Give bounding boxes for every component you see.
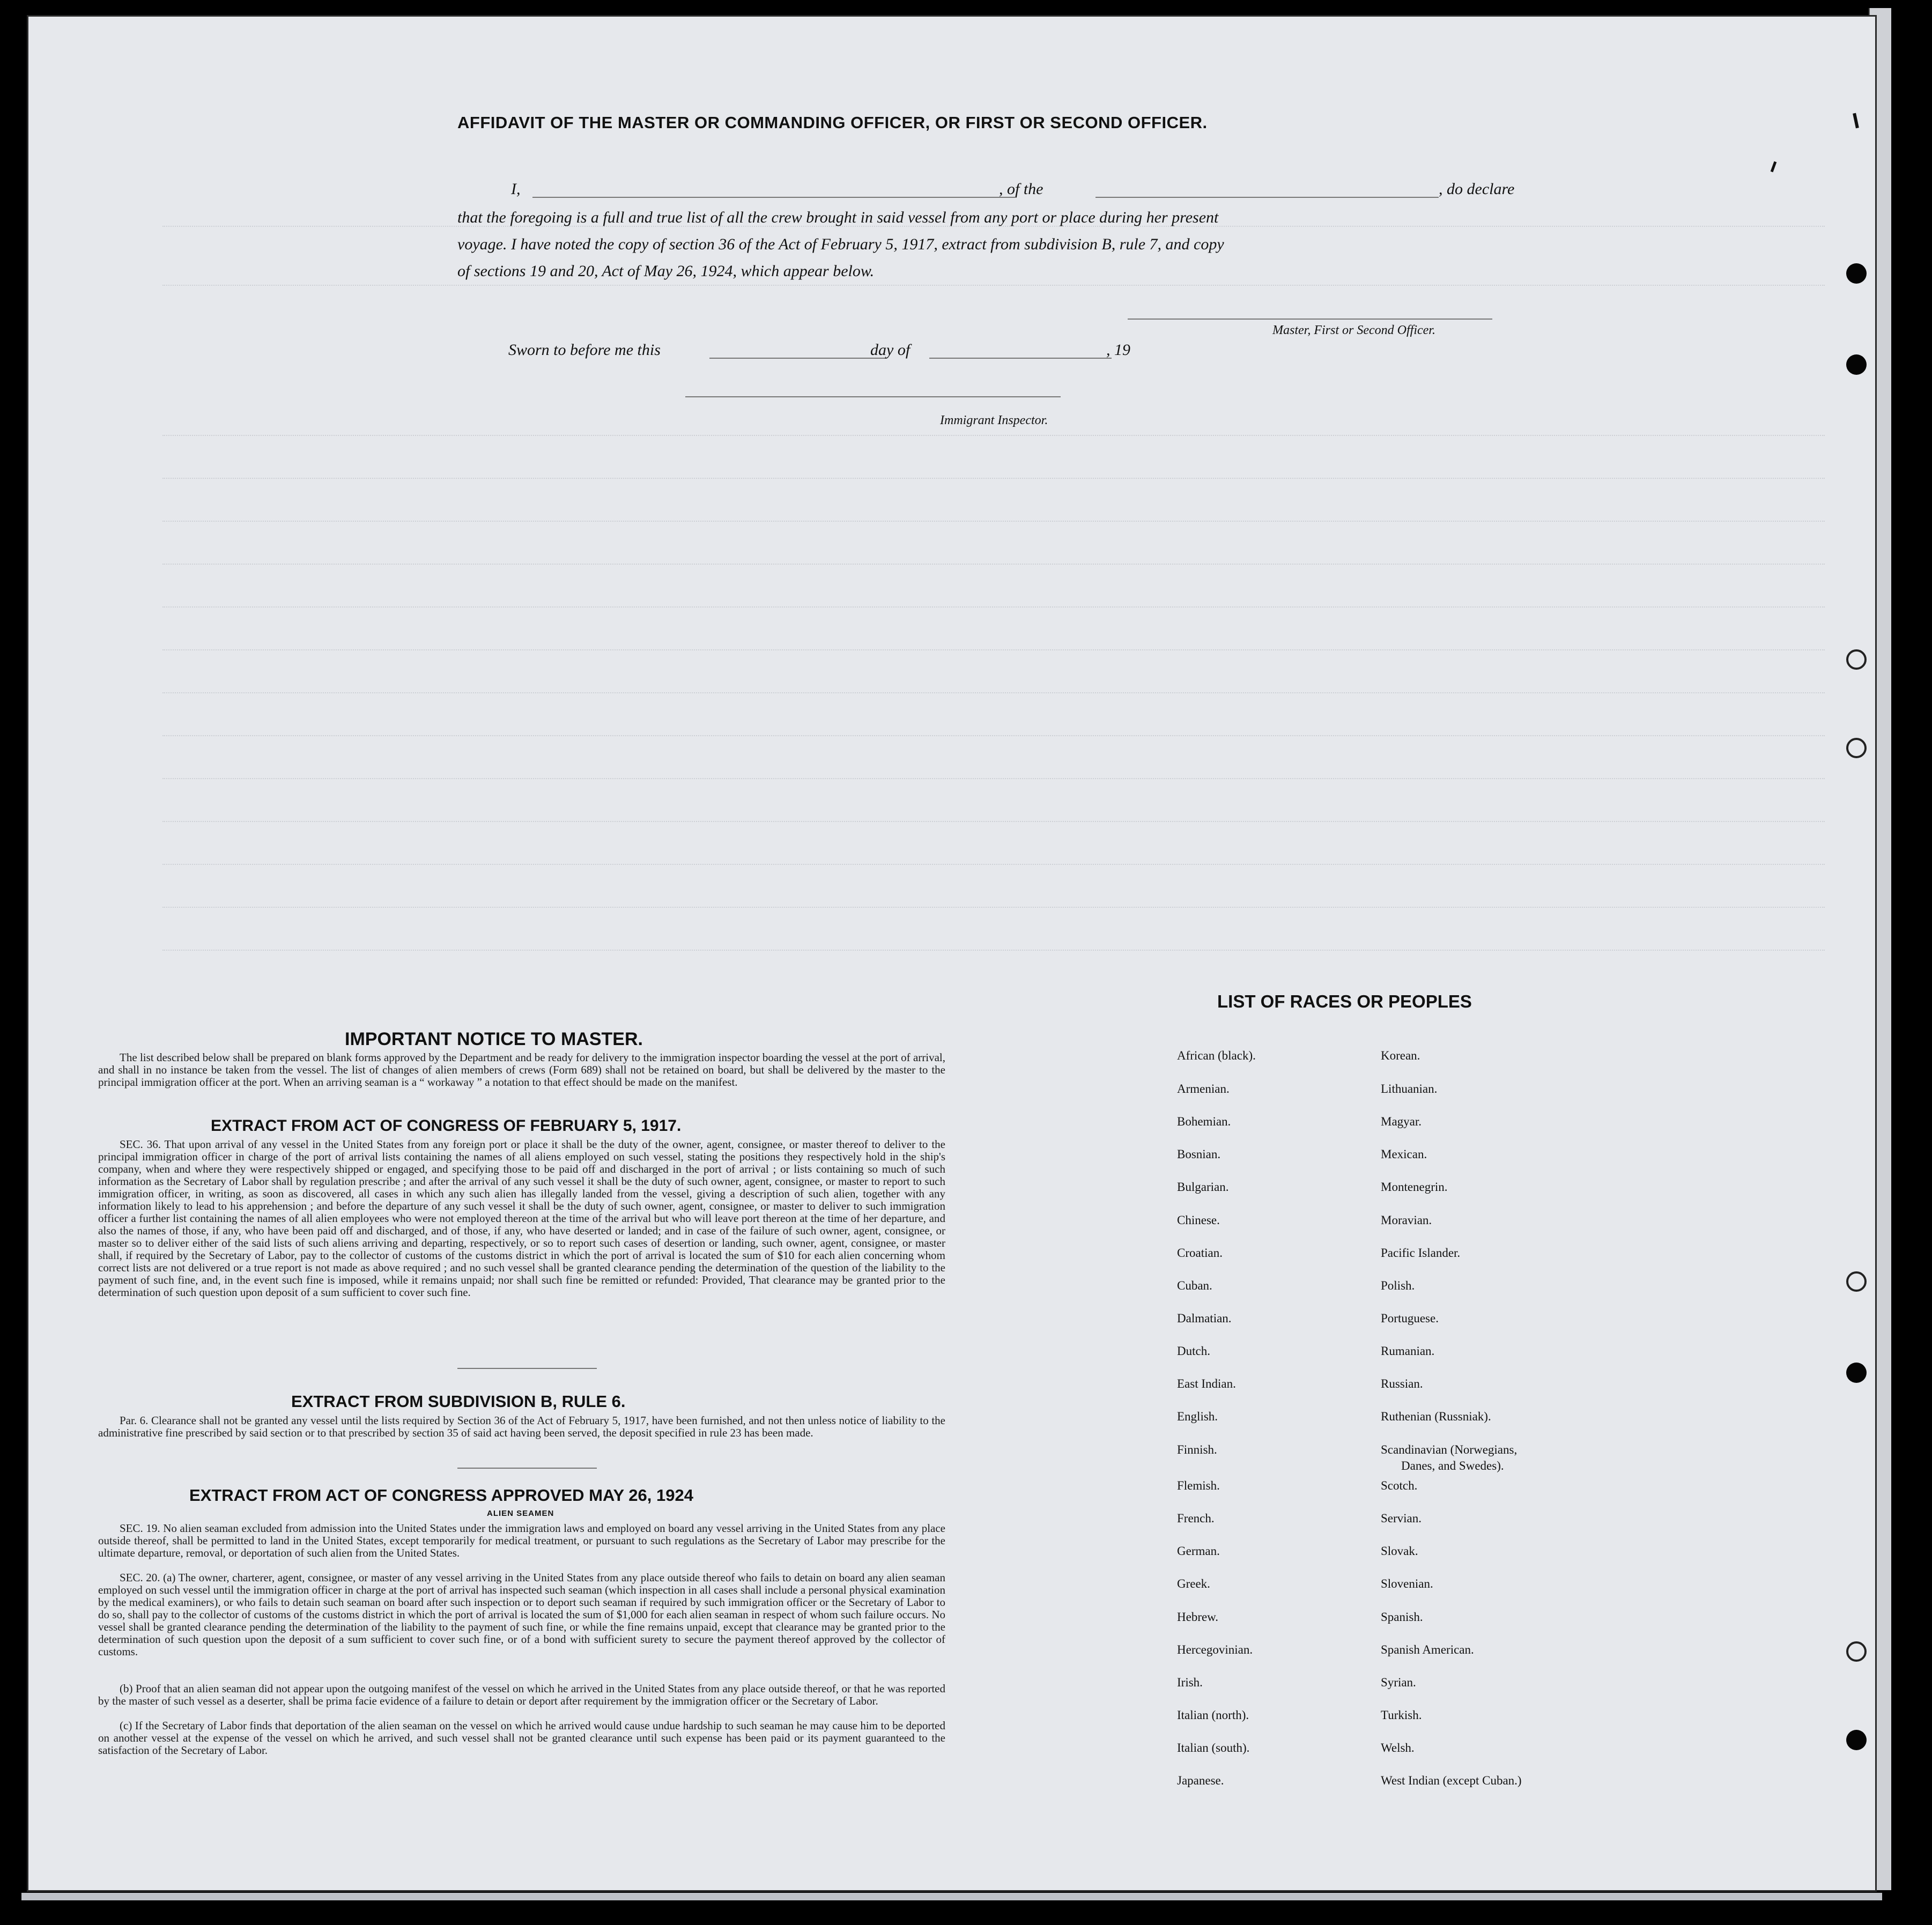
binder-hole bbox=[1846, 1271, 1867, 1292]
affidavit-title: AFFIDAVIT OF THE MASTER OR COMMANDING OFFICER, OR FIRST OR SECOND OFFICER. bbox=[457, 113, 1208, 132]
race-item: Welsh. bbox=[1381, 1741, 1415, 1754]
race-item: Servian. bbox=[1381, 1512, 1422, 1525]
bleed-through-line bbox=[162, 285, 1825, 286]
race-item: Spanish. bbox=[1381, 1610, 1423, 1624]
sworn-day-blank bbox=[709, 358, 886, 359]
name-blank-line bbox=[532, 197, 1015, 198]
page-bottom-edge bbox=[21, 1893, 1882, 1900]
extract-1917-text: SEC. 36. That upon arrival of any vessel in the United States from any foreign port or place it shall be the duty of the owner, agent, consignee, or master thereof to deliver to the principal immigration officer in charge of the port of arrival lists containing the names of all aliens employed on such vessel, stating the positions they respectively hold in the ship's company, when and where they were respectively shipped or engaged, and specifying those to be paid off and discharged in the port of arrival ; or lists containing so much of such information as the Secretary of Labor shall by regulation prescribe ; and after the arrival of any such vessel it shall be the duty of such owner, agent, consignee, or master to report to such immigration officer, in writing, as soon as discovered, all cases in which any such alien has illegally landed from the vessel, giving a description of such alien, together with any information likely to lead to his apprehension ; and before the departure of any such vessel it shall be the duty of such owner, agent, consignee, or master to deliver to such immigration officer a further list containing the names of all alien employees who were not employed thereon at the time of the arrival but who will leave port thereon at the time of her departure, and also the names of those, if any, who have been paid off and discharged, and of those, if any, who have deserted or landed; and in case of the failure of such owner, agent, consignee, or master so to deliver either of the said lists of such aliens arriving and departing, respectively, or so to report such cases of desertion or landing, such owner, agent, consignee, or master shall, if required by the Secretary of Labor, pay to the collector of customs of the customs district in which the port of arrival is located the sum of $10 for each alien concerning whom correct lists are not delivered or a true report is not made as above required ; and no such vessel shall be granted clearance pending the determination of the question of the liability to the payment of such fine, and, in the event such fine is imposed, while it remains unpaid; nor shall such fine be remitted or refunded: Provided, That clearance may be granted prior to the determination of such question upon deposit of a sum sufficient to cover such fine. bbox=[98, 1138, 945, 1299]
document-sheet bbox=[27, 15, 1877, 1892]
race-item: Spanish American. bbox=[1381, 1643, 1474, 1656]
bleed-through-line bbox=[162, 435, 1825, 436]
race-item: Moravian. bbox=[1381, 1213, 1432, 1227]
bleed-through-line bbox=[162, 950, 1825, 951]
bleed-through-line bbox=[162, 692, 1825, 693]
race-item: English. bbox=[1177, 1410, 1218, 1423]
race-item: Croatian. bbox=[1177, 1246, 1223, 1260]
bleed-through-line bbox=[162, 735, 1825, 736]
binder-hole bbox=[1846, 1641, 1867, 1662]
sworn-year: , 19 bbox=[1106, 341, 1130, 359]
race-item: Polish. bbox=[1381, 1279, 1415, 1292]
race-item: Ruthenian (Russniak). bbox=[1381, 1410, 1491, 1423]
race-item: French. bbox=[1177, 1512, 1215, 1525]
race-item: West Indian (except Cuban.) bbox=[1381, 1774, 1522, 1787]
affidavit-line2: that the foregoing is a full and true list of all the crew brought in said vessel from any port or place during her present bbox=[457, 209, 1219, 226]
bleed-through-line bbox=[162, 649, 1825, 650]
sworn-day-of: day of bbox=[870, 341, 911, 359]
notice-title: IMPORTANT NOTICE TO MASTER. bbox=[345, 1029, 643, 1049]
extract-1924-title: EXTRACT FROM ACT OF CONGRESS APPROVED MAY 26, 1924 bbox=[189, 1486, 693, 1505]
alien-seamen-subtitle: ALIEN SEAMEN bbox=[487, 1509, 554, 1518]
ink-mark bbox=[1771, 161, 1777, 173]
race-item: Armenian. bbox=[1177, 1082, 1230, 1095]
section-divider bbox=[457, 1468, 597, 1469]
affidavit-line4: of sections 19 and 20, Act of May 26, 1924, which appear below. bbox=[457, 262, 875, 280]
race-item: Italian (north). bbox=[1177, 1708, 1249, 1722]
race-item: Chinese. bbox=[1177, 1213, 1220, 1227]
race-item: German. bbox=[1177, 1544, 1220, 1558]
affidavit-of-the: , of the bbox=[999, 180, 1043, 198]
race-item: Hebrew. bbox=[1177, 1610, 1219, 1624]
race-item: Bulgarian. bbox=[1177, 1180, 1229, 1194]
race-item: Irish. bbox=[1177, 1676, 1203, 1689]
race-item: Cuban. bbox=[1177, 1279, 1212, 1292]
race-item: East Indian. bbox=[1177, 1377, 1236, 1390]
race-item: Magyar. bbox=[1381, 1115, 1422, 1128]
vessel-blank-line bbox=[1095, 197, 1439, 198]
binder-hole bbox=[1846, 1730, 1867, 1750]
master-signature-line bbox=[1128, 319, 1492, 320]
bleed-through-line bbox=[162, 521, 1825, 522]
extract-rule6-title: EXTRACT FROM SUBDIVISION B, RULE 6. bbox=[291, 1392, 626, 1411]
race-item-continuation: Danes, and Swedes). bbox=[1401, 1459, 1504, 1472]
race-item: Hercegovinian. bbox=[1177, 1643, 1253, 1656]
affidavit-line3: voyage. I have noted the copy of section 36 of the Act of February 5, 1917, extract from subdivision B, rule 7, and copy bbox=[457, 235, 1224, 253]
binder-hole bbox=[1846, 263, 1867, 284]
binder-hole bbox=[1846, 649, 1867, 670]
bleed-through-line bbox=[162, 564, 1825, 565]
inspector-caption: Immigrant Inspector. bbox=[940, 413, 1048, 427]
race-item: Italian (south). bbox=[1177, 1741, 1250, 1754]
race-item: Lithuanian. bbox=[1381, 1082, 1438, 1095]
race-item: Finnish. bbox=[1177, 1443, 1217, 1456]
race-item: Scandinavian (Norwegians, bbox=[1381, 1443, 1518, 1456]
extract-rule6-text: Par. 6. Clearance shall not be granted any vessel until the lists required by Section 36 of the Act of February 5, 1917, have been furnished, and not then unless notice of liability to the administrative fine prescribed by said section or to that prescribed by section 35 of said act having been served, the deposit specified in rule 23 has been made. bbox=[98, 1414, 945, 1439]
race-item: Scotch. bbox=[1381, 1479, 1418, 1492]
race-item: African (black). bbox=[1177, 1049, 1256, 1062]
extract-1924-sec19: SEC. 19. No alien seaman excluded from admission into the United States under the immigration laws and employed on board any vessel arriving in the United States from any place outside thereof, shall be permitted to land in the United States, except temporarily for medical treatment, or pursuant to such regulations as the Secretary of Labor may prescribe for the ultimate departure, removal, or deportation of such alien from the United States. bbox=[98, 1522, 945, 1559]
binder-hole bbox=[1846, 354, 1867, 375]
race-item: Portuguese. bbox=[1381, 1312, 1439, 1325]
race-item: Montenegrin. bbox=[1381, 1180, 1448, 1194]
bleed-through-line bbox=[162, 478, 1825, 479]
extract-1924-sec20b: (b) Proof that an alien seaman did not appear upon the outgoing manifest of the vessel on which he arrived in the United States from any place outside thereof, or that he was reported by the master of such vessel as a deserter, shall be prima facie evidence of a failure to detain or deport after requirement by the immigration officer or the Secretary of Labor. bbox=[98, 1682, 945, 1707]
races-title: LIST OF RACES OR PEOPLES bbox=[1217, 991, 1472, 1011]
race-item: Syrian. bbox=[1381, 1676, 1416, 1689]
extract-1924-sec20c: (c) If the Secretary of Labor finds that deportation of the alien seaman on the vessel on which he arrived would cause undue hardship to such seaman he may cause him to be deported on another vessel at the expense of the vessel on which he arrived, and such vessel shall not be granted clearance until such expense has been paid or its payment guaranteed to the satisfaction of the Secretary of Labor. bbox=[98, 1719, 945, 1757]
affidavit-line1-i: I, bbox=[511, 180, 521, 198]
binder-hole bbox=[1846, 738, 1867, 758]
affidavit-declare: , do declare bbox=[1439, 180, 1515, 198]
section-divider bbox=[457, 1368, 597, 1369]
race-item: Slovak. bbox=[1381, 1544, 1418, 1558]
race-item: Bosnian. bbox=[1177, 1147, 1221, 1161]
bleed-through-line bbox=[162, 821, 1825, 822]
notice-text: The list described below shall be prepared on blank forms approved by the Department and be ready for delivery to the immigration inspector boarding the vessel at the port of arrival, and shall in no instance be taken from the vessel. The list of changes of alien members of crews (Form 689) shall not be retained on board, but shall be delivered by the master to the principal immigration officer at the port. When an arriving seaman is a “ workaway ” a notation to that effect should be made on the manifest. bbox=[98, 1051, 945, 1089]
extract-1917-title: EXTRACT FROM ACT OF CONGRESS OF FEBRUARY 5, 1917. bbox=[211, 1117, 682, 1135]
ink-mark bbox=[1853, 113, 1859, 129]
race-item: Korean. bbox=[1381, 1049, 1420, 1062]
race-item: Bohemian. bbox=[1177, 1115, 1231, 1128]
master-caption: Master, First or Second Officer. bbox=[1272, 323, 1435, 337]
extract-1924-sec20a: SEC. 20. (a) The owner, charterer, agent, consignee, or master of any vessel arriving in the United States from any place outside thereof who fails to detain on board any alien seaman employed on such vessel until the immigration officer in charge at the port of arrival has inspected such seaman (which inspection in all cases shall include a personal physical examination by the medical examiners), or who fails to detain such seaman on board after such inspection or to deport such seaman if required by such immigration officer or the Secretary of Labor to do so, shall pay to the collector of customs of the customs district in which the port of arrival is located the sum of $1,000 for each alien seaman in respect of whom such failure occurs. No vessel shall be granted clearance pending the determination of the liability to the payment of such fine, or while the fine remains unpaid, except that clearance may be granted prior to the determination of such question upon the deposit of a sum sufficient to cover such fine, or of a bond with sufficient surety to secure the payment thereof approved by the collector of customs. bbox=[98, 1571, 945, 1658]
bleed-through-line bbox=[162, 606, 1825, 608]
race-item: Turkish. bbox=[1381, 1708, 1422, 1722]
bleed-through-line bbox=[162, 778, 1825, 779]
sworn-prefix: Sworn to before me this bbox=[508, 341, 661, 359]
race-item: Rumanian. bbox=[1381, 1344, 1435, 1358]
sworn-month-blank bbox=[929, 358, 1112, 359]
inspector-signature-line bbox=[685, 396, 1061, 397]
race-item: Dalmatian. bbox=[1177, 1312, 1232, 1325]
race-item: Russian. bbox=[1381, 1377, 1423, 1390]
bleed-through-line bbox=[162, 907, 1825, 908]
race-item: Slovenian. bbox=[1381, 1577, 1433, 1590]
binder-hole bbox=[1846, 1363, 1867, 1383]
race-item: Pacific Islander. bbox=[1381, 1246, 1461, 1260]
race-item: Dutch. bbox=[1177, 1344, 1210, 1358]
race-item: Greek. bbox=[1177, 1577, 1210, 1590]
race-item: Flemish. bbox=[1177, 1479, 1220, 1492]
race-item: Japanese. bbox=[1177, 1774, 1224, 1787]
bleed-through-line bbox=[162, 864, 1825, 865]
race-item: Mexican. bbox=[1381, 1147, 1427, 1161]
